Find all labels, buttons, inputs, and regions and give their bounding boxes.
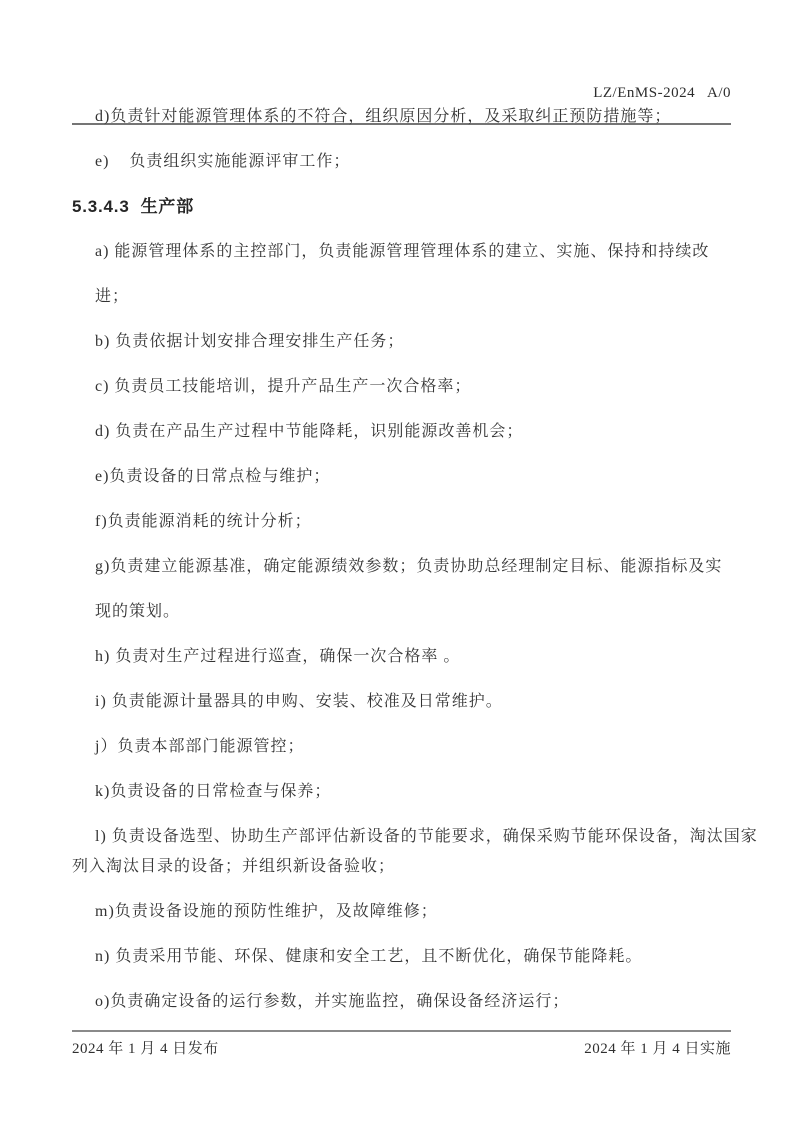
section-heading: 5.3.4.3 生产部 (72, 197, 195, 216)
implementation-date: 2024 年 1 月 4 日实施 (584, 1041, 731, 1057)
body-line: 进； (95, 288, 130, 305)
body-line: 列入淘汰目录的设备；并组织新设备验收； (72, 858, 396, 875)
body-line: m)负责设备设施的预防性维护，及故障维修； (95, 903, 438, 920)
body-line: g)负责建立能源基准，确定能源绩效参数；负责协助总经理制定目标、能源指标及实 (95, 558, 723, 575)
body-line: f)负责能源消耗的统计分析； (95, 513, 312, 530)
page-footer (72, 1030, 731, 1058)
body-line: e) 负责组织实施能源评审工作； (95, 153, 351, 170)
body-line: k)负责设备的日常检查与保养； (95, 783, 332, 800)
body-line: o)负责确定设备的运行参数，并实施监控，确保设备经济运行； (95, 993, 570, 1010)
body-line: h) 负责对生产过程进行巡查，确保一次合格率 。 (95, 648, 461, 665)
body-line: c) 负责员工技能培训，提升产品生产一次合格率； (95, 378, 472, 395)
body-line: j）负责本部部门能源管控； (95, 738, 305, 755)
body-line: n) 负责采用节能、环保、健康和安全工艺，且不断优化，确保节能降耗。 (95, 948, 643, 965)
document-code: LZ/EnMS-2024 A/0 (593, 85, 731, 101)
body-line: d)负责针对能源管理体系的不符合，组织原因分析，及采取纠正预防措施等； (95, 108, 672, 125)
body-line: d) 负责在产品生产过程中节能降耗，识别能源改善机会； (95, 423, 524, 440)
body-line: 现的策划。 (95, 603, 181, 620)
body-line: b) 负责依据计划安排合理安排生产任务； (95, 333, 405, 350)
body-line: e)负责设备的日常点检与维护； (95, 468, 331, 485)
body-line: l) 负责设备选型、协助生产部评估新设备的节能要求，确保采购节能环保设备，淘汰国家 (95, 828, 758, 845)
document-body (72, 106, 758, 1036)
body-line: a) 能源管理体系的主控部门，负责能源管理管理体系的建立、实施、保持和持续改 (95, 243, 710, 260)
release-date: 2024 年 1 月 4 日发布 (72, 1041, 219, 1057)
body-line: i) 负责能源计量器具的申购、安装、校准及日常维护。 (95, 693, 503, 710)
